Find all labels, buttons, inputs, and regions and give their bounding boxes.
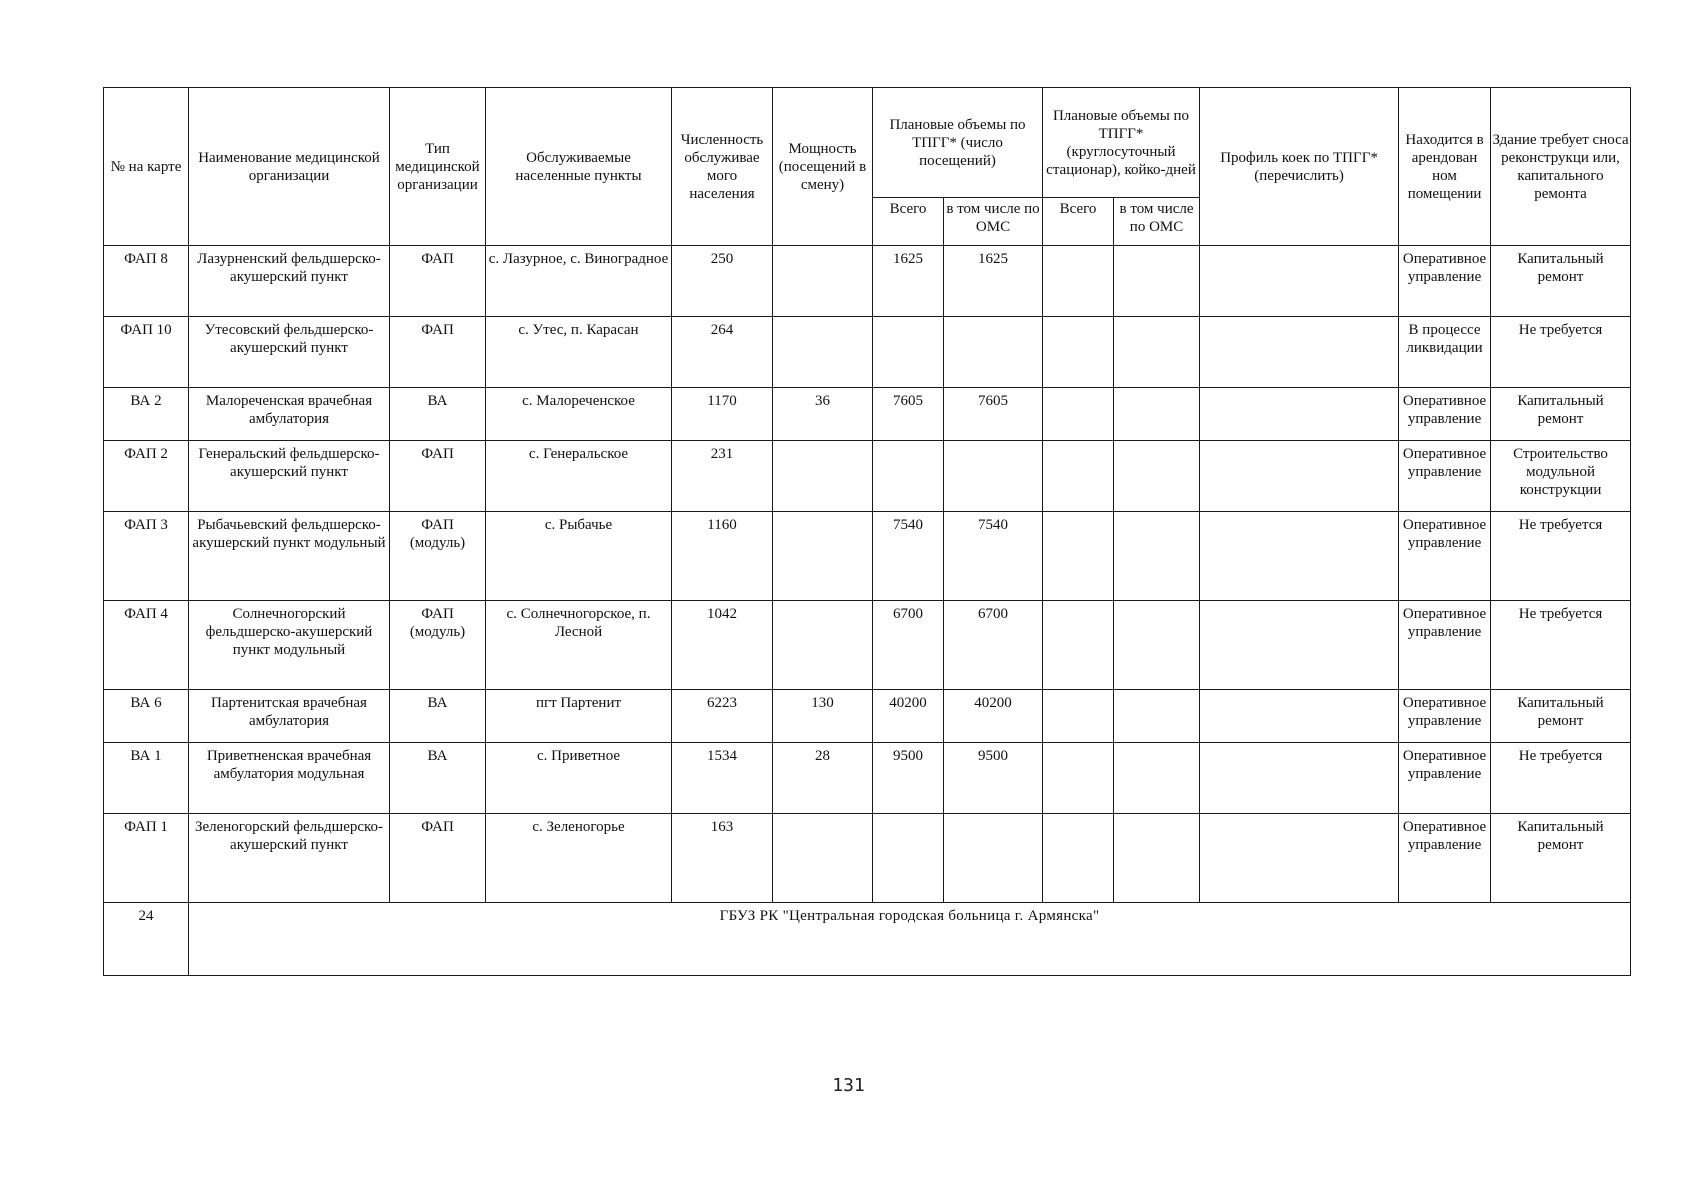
cell-building: Не требуется [1491,512,1631,601]
cell-beds-oms [1114,246,1200,317]
cell-type: ВА [390,743,486,814]
cell-building: Не требуется [1491,601,1631,690]
cell-beds-total [1043,814,1114,903]
cell-population: 1160 [672,512,773,601]
cell-building: Капитальный ремонт [1491,814,1631,903]
cell-num: ФАП 4 [104,601,189,690]
cell-beds-total [1043,317,1114,388]
cell-building: Капитальный ремонт [1491,388,1631,441]
cell-num: ВА 2 [104,388,189,441]
cell-visits-total: 9500 [873,743,944,814]
cell-visits-total: 1625 [873,246,944,317]
cell-population: 1534 [672,743,773,814]
cell-capacity [773,512,873,601]
cell-visits-total: 7540 [873,512,944,601]
cell-name: Солнечногорский фельдшерско-акушерский пункт модульный [189,601,390,690]
table-row [104,512,1631,601]
header-capacity: Мощность (посещений в смену) [773,88,873,246]
cell-beds-oms [1114,317,1200,388]
cell-settlements: с. Генеральское [486,441,672,512]
cell-num: ВА 1 [104,743,189,814]
cell-visits-oms: 7540 [944,512,1043,601]
cell-building: Не требуется [1491,317,1631,388]
cell-visits-oms: 9500 [944,743,1043,814]
cell-capacity: 130 [773,690,873,743]
table-row [104,246,1631,317]
cell-name: Зеленогорский фельдшерско-акушерский пункт [189,814,390,903]
header-plan-beds: Плановые объемы по ТПГГ* (круглосуточный стационар), койко-дней [1043,88,1200,198]
cell-name: Приветненская врачебная амбулатория модульная [189,743,390,814]
table-row [104,690,1631,743]
cell-num: ФАП 2 [104,441,189,512]
cell-beds-total [1043,441,1114,512]
table-row [104,317,1631,388]
cell-population: 6223 [672,690,773,743]
cell-settlements: с. Малореченское [486,388,672,441]
cell-profile [1200,690,1399,743]
cell-visits-total: 6700 [873,601,944,690]
cell-beds-total [1043,512,1114,601]
cell-profile [1200,388,1399,441]
cell-name: Рыбачьевский фельдшерско-акушерский пункт модульный [189,512,390,601]
cell-visits-oms: 40200 [944,690,1043,743]
cell-num: ФАП 8 [104,246,189,317]
cell-rented: Оперативное управление [1399,601,1491,690]
cell-name: Партенитская врачебная амбулатория [189,690,390,743]
cell-visits-oms: 1625 [944,246,1043,317]
table-row [104,743,1631,814]
cell-capacity: 28 [773,743,873,814]
cell-settlements: с. Рыбачье [486,512,672,601]
cell-beds-oms [1114,601,1200,690]
table-row [104,441,1631,512]
cell-beds-oms [1114,814,1200,903]
cell-num: ФАП 10 [104,317,189,388]
table-header [104,88,1631,246]
header-rented: Находится в арендован ном помещении [1399,88,1491,246]
table-row [104,388,1631,441]
cell-type: ФАП [390,814,486,903]
organization-header-row [104,903,1631,976]
header-name: Наименование медицинской организации [189,88,390,246]
cell-capacity [773,246,873,317]
cell-population: 163 [672,814,773,903]
cell-rented: Оперативное управление [1399,246,1491,317]
cell-type: ФАП (модуль) [390,601,486,690]
cell-rented: Оперативное управление [1399,388,1491,441]
cell-rented: В процессе ликвидации [1399,317,1491,388]
cell-beds-oms [1114,743,1200,814]
header-building: Здание требует сноса реконструкци или, капитального ремонта [1491,88,1631,246]
cell-visits-oms: 7605 [944,388,1043,441]
header-num: № на карте [104,88,189,246]
cell-name: Утесовский фельдшерско-акушерский пункт [189,317,390,388]
cell-name: Генеральский фельдшерско-акушерский пункт [189,441,390,512]
cell-settlements: с. Утес, п. Карасан [486,317,672,388]
table-row [104,814,1631,903]
cell-settlements: с. Приветное [486,743,672,814]
cell-visits-oms [944,317,1043,388]
cell-visits-oms: 6700 [944,601,1043,690]
cell-population: 1042 [672,601,773,690]
cell-building: Капитальный ремонт [1491,246,1631,317]
organization-title: ГБУЗ РК "Центральная городская больница г. Армянска" [189,903,1631,976]
cell-rented: Оперативное управление [1399,814,1491,903]
cell-type: ФАП [390,441,486,512]
cell-name: Малореченская врачебная амбулатория [189,388,390,441]
cell-population: 1170 [672,388,773,441]
cell-profile [1200,601,1399,690]
header-beds-oms: в том числе по ОМС [1114,198,1200,246]
cell-profile [1200,441,1399,512]
cell-name: Лазурненский фельдшерско-акушерский пункт [189,246,390,317]
cell-capacity [773,441,873,512]
header-profile: Профиль коек по ТПГГ* (перечислить) [1200,88,1399,246]
cell-capacity: 36 [773,388,873,441]
header-population: Численность обслуживае мого населения [672,88,773,246]
cell-population: 231 [672,441,773,512]
header-visits-total: Всего [873,198,944,246]
header-type: Тип медицинской организации [390,88,486,246]
cell-settlements: с. Лазурное, с. Виноградное [486,246,672,317]
cell-beds-total [1043,690,1114,743]
table-body [104,246,1631,976]
cell-visits-total [873,814,944,903]
cell-settlements: с. Солнечногорское, п. Лесной [486,601,672,690]
page-number: 131 [832,1075,865,1096]
cell-beds-total [1043,601,1114,690]
cell-settlements: с. Зеленогорье [486,814,672,903]
cell-visits-total [873,441,944,512]
cell-profile [1200,743,1399,814]
header-beds-total: Всего [1043,198,1114,246]
header-visits-oms: в том числе по ОМС [944,198,1043,246]
cell-capacity [773,814,873,903]
cell-beds-oms [1114,690,1200,743]
cell-visits-total: 40200 [873,690,944,743]
cell-beds-total [1043,246,1114,317]
cell-population: 264 [672,317,773,388]
cell-type: ФАП [390,246,486,317]
cell-num: ВА 6 [104,690,189,743]
cell-rented: Оперативное управление [1399,690,1491,743]
cell-visits-total: 7605 [873,388,944,441]
cell-beds-oms [1114,388,1200,441]
header-settlements: Обслуживаемые населенные пункты [486,88,672,246]
cell-rented: Оперативное управление [1399,512,1491,601]
cell-visits-oms [944,814,1043,903]
cell-profile [1200,814,1399,903]
cell-building: Капитальный ремонт [1491,690,1631,743]
cell-profile [1200,317,1399,388]
cell-building: Не требуется [1491,743,1631,814]
cell-rented: Оперативное управление [1399,743,1491,814]
cell-beds-total [1043,388,1114,441]
cell-visits-oms [944,441,1043,512]
cell-type: ФАП [390,317,486,388]
cell-beds-oms [1114,441,1200,512]
cell-type: ВА [390,388,486,441]
cell-capacity [773,317,873,388]
cell-building: Строительство модульной конструкции [1491,441,1631,512]
cell-capacity [773,601,873,690]
cell-settlements: пгт Партенит [486,690,672,743]
table-row [104,601,1631,690]
cell-num: ФАП 1 [104,814,189,903]
cell-profile [1200,246,1399,317]
cell-type: ФАП (модуль) [390,512,486,601]
cell-profile [1200,512,1399,601]
header-plan-visits: Плановые объемы по ТПГГ* (число посещений) [873,88,1043,198]
cell-num: ФАП 3 [104,512,189,601]
cell-type: ВА [390,690,486,743]
cell-population: 250 [672,246,773,317]
cell-beds-total [1043,743,1114,814]
cell-rented: Оперативное управление [1399,441,1491,512]
cell-beds-oms [1114,512,1200,601]
cell-num: 24 [104,903,189,976]
cell-visits-total [873,317,944,388]
medical-organizations-table [103,87,1631,976]
